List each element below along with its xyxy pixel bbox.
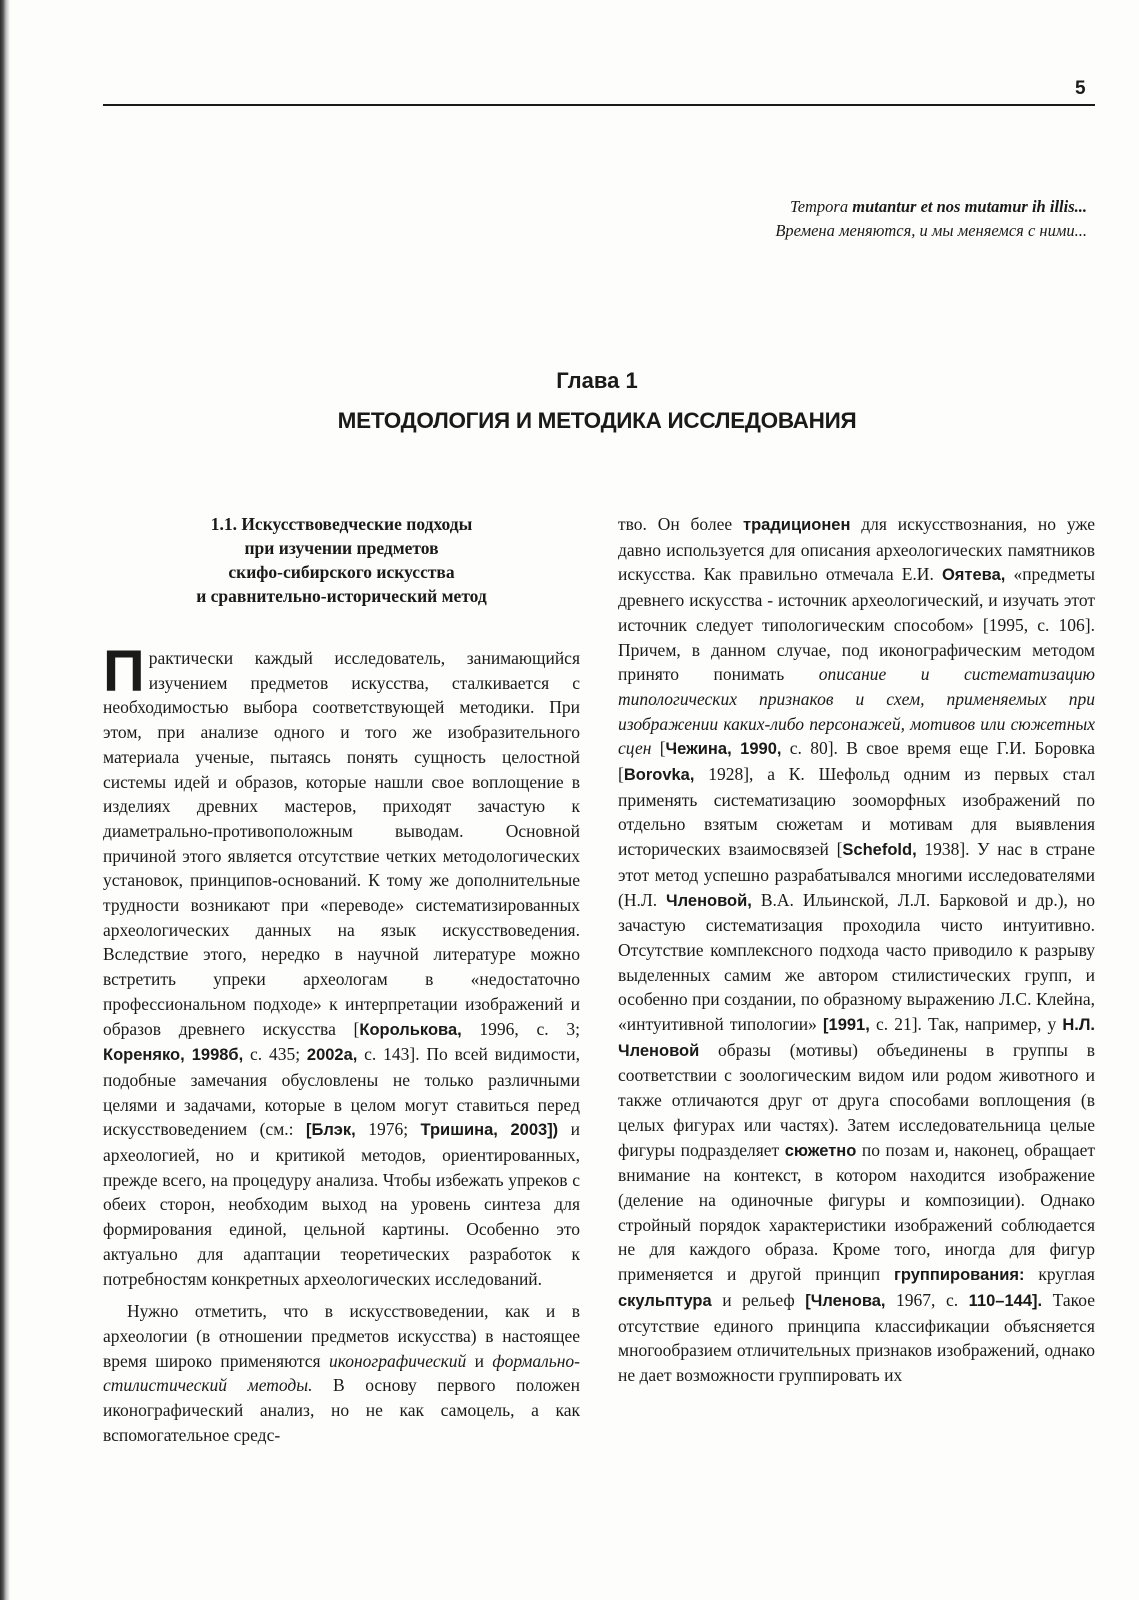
page-number: 5 — [1075, 78, 1086, 99]
text-run: 1996, с. 3; — [461, 1018, 580, 1039]
text-run: круглая — [1024, 1264, 1095, 1285]
citation: Членовой, — [666, 891, 752, 910]
chapter-label: Глава 1 — [556, 368, 638, 393]
right-column — [618, 512, 1095, 1388]
text-run: 1928], а К. Шефольд одним из первых стал применять систематизацию зооморфных изображений по отдельно взятым сюжетам и мотивам для выявления исторических взаимосвязей [ — [618, 764, 1095, 860]
paragraph-2 — [103, 1299, 580, 1447]
citation: Schefold, — [842, 841, 917, 860]
citation: Чежина, 1990, — [665, 740, 782, 759]
header-rule — [103, 104, 1095, 106]
text-run: и — [466, 1350, 493, 1371]
bold-term: скульптура — [618, 1291, 712, 1310]
section-heading-line: при изучении предметов — [244, 538, 439, 558]
citation: 2002а, — [306, 1046, 358, 1065]
text-run: и рельеф — [711, 1289, 806, 1310]
text-run: рактически каждый исследователь, занимающийся изучением предметов искусства, сталкивается с необходимостью выбора соответствующей методики. При этом, при анализе одного и того же изобразительного материала ученые, пытаясь понять сущность целостной системы идей и образов, которые нашли свое воплощение в изделиях древних мастеров, приходят зачастую к диаметрально-противоположным выводам. Основной причиной этого является отсутствие четких методологических установок, принципов-оснований. К тому же дополнительные трудности возникают при «переводе» систематизированных археологических данных на язык искусствоведения. Вследствие этого, нередко в научной литературе можно встретить упреки археологам в «недостаточно профессиональном подходе» к интерпретации изображений и образов древнего искусства [ — [103, 648, 580, 1039]
text-run: с. 435; — [243, 1044, 307, 1065]
text-run: 1938]. У нас в стране этот метод успешно разрабатывался многими исследователями (Н.Л. — [618, 839, 1095, 910]
text-run: В основу первого положен иконографический анализ, но не как самоцель, а как вспомогательное средс- — [103, 1375, 580, 1445]
text-run: 1967, с. — [885, 1289, 969, 1310]
text-run: Нужно отметить, что в искусствоведении, как и в археологии (в отношении предметов искусства) в настоящее время широко применяются — [103, 1301, 580, 1371]
emphasis: описание и систематизацию типологических признаков и схем, применяемых при изображении каких-либо персонажей, мотивов или сюжетных сцен — [618, 664, 1095, 759]
citation: Кореняко, 1998б, — [103, 1046, 244, 1065]
citation: [Членова, — [805, 1291, 886, 1310]
citation: Оятева, — [941, 566, 1006, 585]
text-run: [ — [651, 738, 666, 759]
bold-term: группирования: — [894, 1266, 1025, 1285]
paragraph-3 — [618, 512, 1095, 1388]
text-run: для искусствознания, но уже давно используется для описания археологических памятников искусства. Как правильно отмечала Е.И. — [618, 514, 1095, 585]
epigraph-latin-bold: mutantur et nos mutamur ih illis... — [852, 197, 1087, 216]
text-run: с. 80]. В свое время еще Г.И. Боровка [ — [618, 738, 1095, 785]
chapter-title: МЕТОДОЛОГИЯ И МЕТОДИКА ИССЛЕДОВАНИЯ — [337, 408, 857, 433]
page-binding-shadow — [0, 0, 10, 1600]
text-run: по позам и, наконец, обращает внимание на контекст, в котором находится изображение (деление на одиночные фигуры и композиции). Однако стройный порядок характеристики изображений соблюдается не для каждого образа. Кроме того, иногда для фигур применяется и другой принцип — [618, 1139, 1095, 1285]
text-run: «предметы древнего искусства - источник археологический, и изучать этот источник следует типологическим способом» [1995, с. 106]. Причем, в данном случае, под иконографическим методом принято понимать — [618, 564, 1095, 685]
citation: Королькова, — [359, 1020, 462, 1039]
section-heading — [103, 512, 580, 608]
citation: [Блэк, — [305, 1121, 356, 1140]
bold-term: сюжетно — [784, 1141, 857, 1160]
drop-cap: П — [103, 639, 145, 704]
text-run: с. 21]. Так, например, у — [869, 1014, 1063, 1035]
text-run: В.А. Ильинской, Л.Л. Барковой и др.), но зачастую систематизация проходила чисто интуитивно. Отсутствие комплексного подхода часто приводило к разрыву выделенных самим же автором стилистических групп, и особенно при создании, по образному выражению Л.С. Клейна, «интуитивной типологии» — [618, 889, 1095, 1035]
epigraph — [587, 195, 1087, 243]
epigraph-latin — [587, 195, 1087, 219]
emphasis: формально-стилистический методы. — [103, 1350, 580, 1396]
text-run: образы (мотивы) объединены в группы в соответствии с зоологическим видом или родом животного и также отличаются друг от друга способами воплощения (в целых фигурах или частях). Затем исследовательница целые фигуры подразделяет — [618, 1039, 1095, 1160]
left-column — [103, 512, 580, 1448]
epigraph-russian: Времена меняются, и мы меняемся с ними... — [775, 221, 1087, 240]
section-heading-line: 1.1. Искусствоведческие подходы — [210, 514, 473, 534]
text-run: Такое отсутствие единого принципа классификации объясняется многообразием отличительных признаков изображений, однако не дает возможности группировать их — [618, 1289, 1095, 1385]
citation: [1991, — [823, 1016, 870, 1035]
emphasis: иконографический — [328, 1350, 467, 1371]
citation: Borovka, — [623, 766, 695, 785]
text-run: 1976; — [355, 1119, 421, 1140]
epigraph-latin-plain: Tempora — [790, 197, 853, 216]
citation: Тришина, 2003]) — [420, 1121, 559, 1140]
paragraph-1 — [103, 639, 581, 1291]
text-run: тво. Он более — [618, 514, 743, 534]
bold-term: традиционен — [743, 516, 851, 534]
citation: 110–144]. — [968, 1291, 1043, 1310]
text-run: и археологией, но и критикой методов, ориентированных, прежде всего, на процедуру анализа. Чтобы избежать упреков с обеих сторон, необходим выход на уровень синтеза для формирования единой, цельной картины. Особенно это актуально для адаптации теоретических разработок к потребностям конкретных археологических исследований. — [103, 1119, 581, 1289]
text-run: с. 143]. По всей видимости, подобные замечания обусловлены не только различными целями и задачами, которые в целом могут ставиться перед искусствоведением (см.: — [103, 1044, 580, 1140]
citation: Н.Л. Членовой — [618, 1016, 1095, 1060]
section-heading-line: скифо-сибирского искусства — [228, 562, 455, 582]
section-heading-line: и сравнительно-исторический метод — [196, 586, 487, 606]
